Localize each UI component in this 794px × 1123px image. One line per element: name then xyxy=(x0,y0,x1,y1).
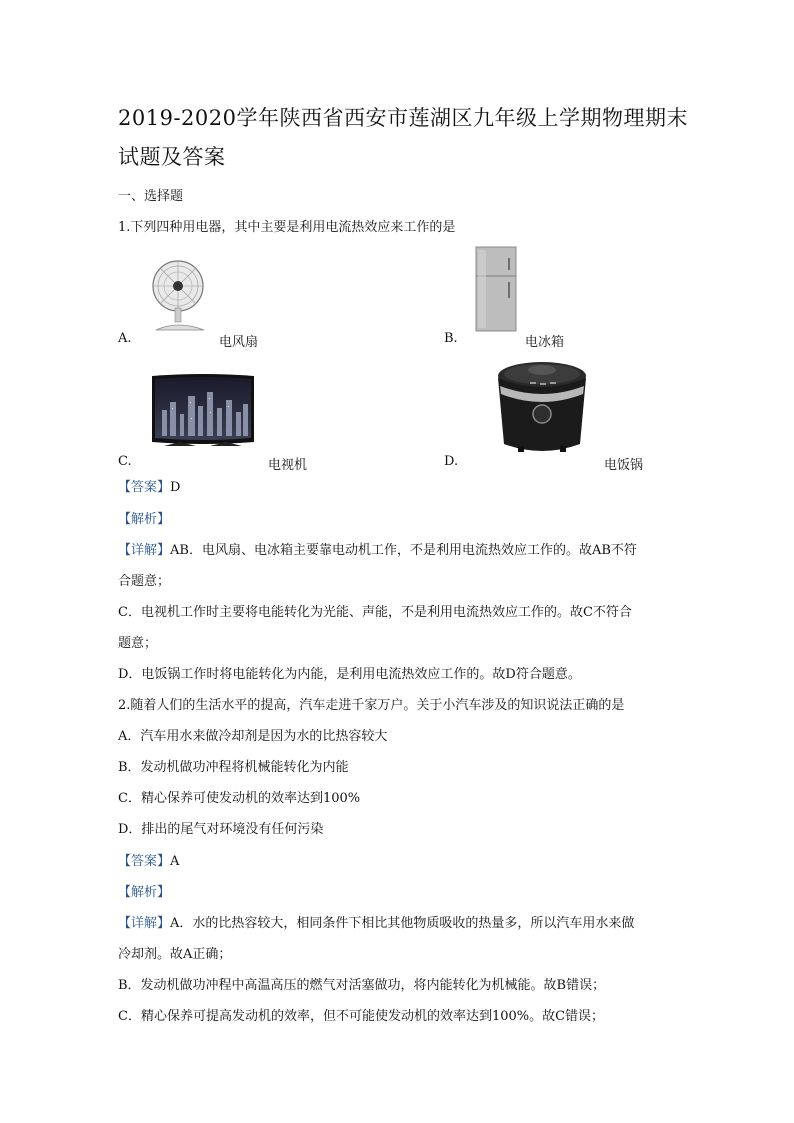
question-1-stem: 1.下列四种用电器，其中主要是利用电流热效应来工作的是 xyxy=(118,220,456,235)
option-b-label: 电冰箱 xyxy=(525,335,565,350)
q2-option-a: A．汽车用水来做冷却剂是因为水的比热容较大 xyxy=(118,729,388,744)
document-title-line-1: 2019-2020学年陕西省西安市莲湖区九年级上学期物理期末 xyxy=(118,106,688,130)
option-c-label: 电视机 xyxy=(268,458,308,473)
television-image xyxy=(150,372,256,454)
option-d-letter: D. xyxy=(444,454,459,469)
answer-tag: 【答案】 xyxy=(118,480,171,495)
q1-detail-line-1 xyxy=(118,542,637,560)
section-heading: 一、选择题 xyxy=(118,189,184,204)
answer-tag: 【答案】 xyxy=(118,854,171,869)
rice-cooker-image xyxy=(490,356,594,460)
q2-answer xyxy=(118,853,179,871)
q1-answer xyxy=(118,479,180,497)
q1-detail-line-2b: 题意； xyxy=(118,636,158,651)
analysis-tag: 【解析】 xyxy=(118,885,171,900)
q2-detail-line-3: C．精心保养可提高发动机的效率，但不可能使发动机的效率达到100%。故C错误； xyxy=(118,1009,605,1024)
analysis-tag: 【解析】 xyxy=(118,512,171,527)
q1-detail-line-2: C．电视机工作时主要将电能转化为光能、声能，不是利用电流热效应工作的。故C不符合 xyxy=(118,605,632,620)
option-d-label: 电饭锅 xyxy=(604,458,644,473)
q2-option-d: D．排出的尾气对环境没有任何污染 xyxy=(118,822,324,837)
option-a-letter: A. xyxy=(118,331,132,346)
q2-analysis xyxy=(118,884,170,902)
option-a-label: 电风扇 xyxy=(219,335,259,350)
detail-text: AB．电风扇、电冰箱主要靠电动机工作，不是利用电流热效应工作的。故AB不符 xyxy=(170,543,637,558)
answer-value: A xyxy=(170,854,180,869)
q1-detail-line-3: D．电饭锅工作时将电能转化为内能，是利用电流热效应工作的。故D符合题意。 xyxy=(118,667,581,682)
q2-option-b: B．发动机做功冲程将机械能转化为内能 xyxy=(118,760,349,775)
detail-text: A．水的比热容较大，相同条件下相比其他物质吸收的热量多，所以汽车用水来做 xyxy=(170,916,635,931)
q1-detail-line-1b: 合题意； xyxy=(118,574,171,589)
q2-detail-line-1b: 冷却剂。故A正确； xyxy=(118,947,232,962)
answer-value: D xyxy=(170,480,181,495)
question-2-stem: 2.随着人们的生活水平的提高，汽车走进千家万户。关于小汽车涉及的知识说法正确的是 xyxy=(118,698,625,713)
q2-option-c: C．精心保养可使发动机的效率达到100% xyxy=(118,791,361,806)
q2-detail-line-2: B．发动机做功冲程中高温高压的燃气对活塞做功，将内能转化为机械能。故B错误； xyxy=(118,978,606,993)
q2-detail-line-1 xyxy=(118,915,634,933)
detail-tag: 【详解】 xyxy=(118,543,171,558)
document-title-line-2: 试题及答案 xyxy=(118,145,226,169)
option-c-letter: C. xyxy=(118,454,132,469)
electric-fan-image xyxy=(150,258,210,333)
refrigerator-image xyxy=(474,246,518,332)
detail-tag: 【详解】 xyxy=(118,916,171,931)
q1-analysis xyxy=(118,511,170,529)
option-b-letter: B. xyxy=(444,331,458,346)
